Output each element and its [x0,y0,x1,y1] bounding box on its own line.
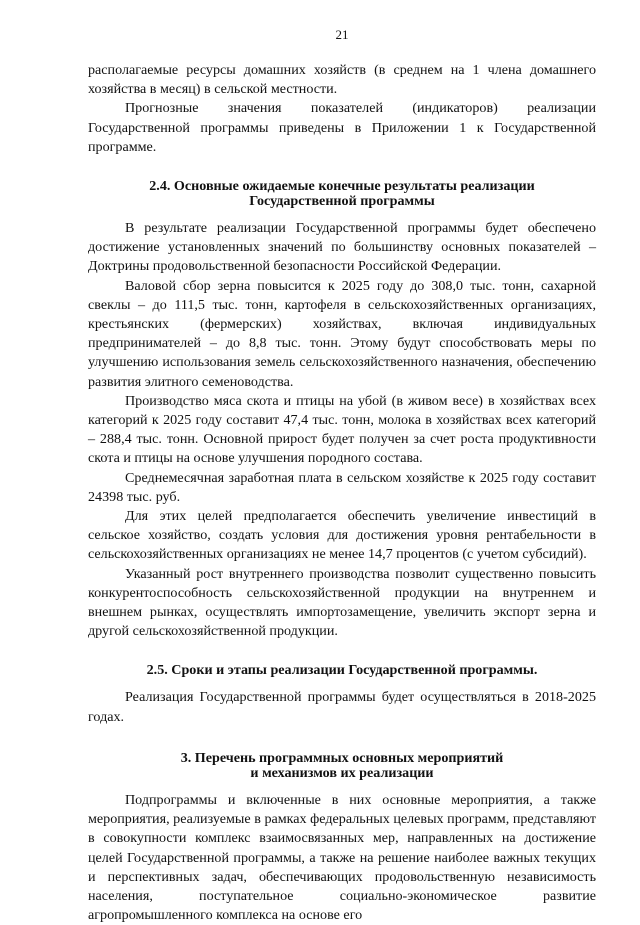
section-heading-2-4 [88,179,596,209]
paragraph-investments: Для этих целей предполагается обеспечить увеличение инвестиций в сельское хозяйство, создать условия для достижения уровня рентабельности в сельскохозяйственных организациях не менее 14,7 процентов (с учетом субсидий). [88,508,596,563]
paragraph-meat-production: Производство мяса скота и птицы на убой (в живом весе) в хозяйствах всех категорий к 2025 году составит 47,4 тыс. тонн, молока в хозяйствах всех категорий – 288,4 тыс. тонн. Основной прирост будет получен за счет роста продуктивности скота и птицы на основе улучшения породного состава. [88,392,596,467]
paragraph-program-timeline: Реализация Государственной программы будет осуществляться в 2018-2025 годах. [88,689,596,725]
section-heading-3-line1: 3. Перечень программных основных мероприятий [180,749,504,766]
section-heading-2-4-line1: 2.4. Основные ожидаемые конечные результаты реализации [149,178,535,195]
paragraph-grain-harvest: Валовой сбор зерна повысится к 2025 году до 308,0 тыс. тонн, сахарной свеклы – до 111,5 тыс. тонн, картофеля в сельскохозяйственных организациях, крестьянских (фермерских) хозяйствах, включая индивидуальных предпринимателей – до 8,8 тыс. тонн. Этому будут способствовать меры по улучшению использования земель сельскохозяйственного назначения, обеспечению развития элитного семеноводства. [88,277,596,390]
paragraph-average-salary: Среднемесячная заработная плата в сельском хозяйстве к 2025 году составит 24398 тыс. руб. [88,469,596,505]
section-heading-2-5-line1: 2.5. Сроки и этапы реализации Государственной программы. [146,662,538,679]
page-number: 21 [335,27,349,42]
section-heading-3-line2: и механизмов их реализации [250,764,434,781]
paragraph-competitiveness: Указанный рост внутреннего производства позволит существенно повысить конкурентоспособность сельскохозяйственной продукции на внутреннем и внешнем рынках, осуществлять импортозамещение, увеличить экспорт зерна и другой сельскохозяйственной продукции. [88,565,596,640]
document-body [88,61,596,925]
paragraph-expected-results: В результате реализации Государственной программы будет обеспечено достижение установленных значений по большинству основных показателей – Доктрины продовольственной безопасности Российской Федерации. [88,220,596,275]
document-page [88,0,596,925]
section-heading-2-5 [88,663,596,678]
section-heading-2-4-line2: Государственной программы [249,193,435,210]
paragraph-subprograms: Подпрограммы и включенные в них основные мероприятия, а также мероприятия, реализуемые в рамках федеральных целевых программ, представляют в совокупности комплекс взаимосвязанных мер, направленных на достижение целей Государственной программы, а также на решение наиболее важных текущих и перспективных задач, обеспечивающих продовольственную независимость населения, поступательное социально-экономическое развитие агропромышленного комплекса на основе его [88,791,596,924]
paragraph-forecast-values: Прогнозные значения показателей (индикаторов) реализации Государственной программы приведены в Приложении 1 к Государственной программе. [88,100,596,155]
section-heading-3 [88,751,596,781]
paragraph-continuation: располагаемые ресурсы домашних хозяйств (в среднем на 1 члена домашнего хозяйства в месяц) в сельской местности. [88,62,596,98]
